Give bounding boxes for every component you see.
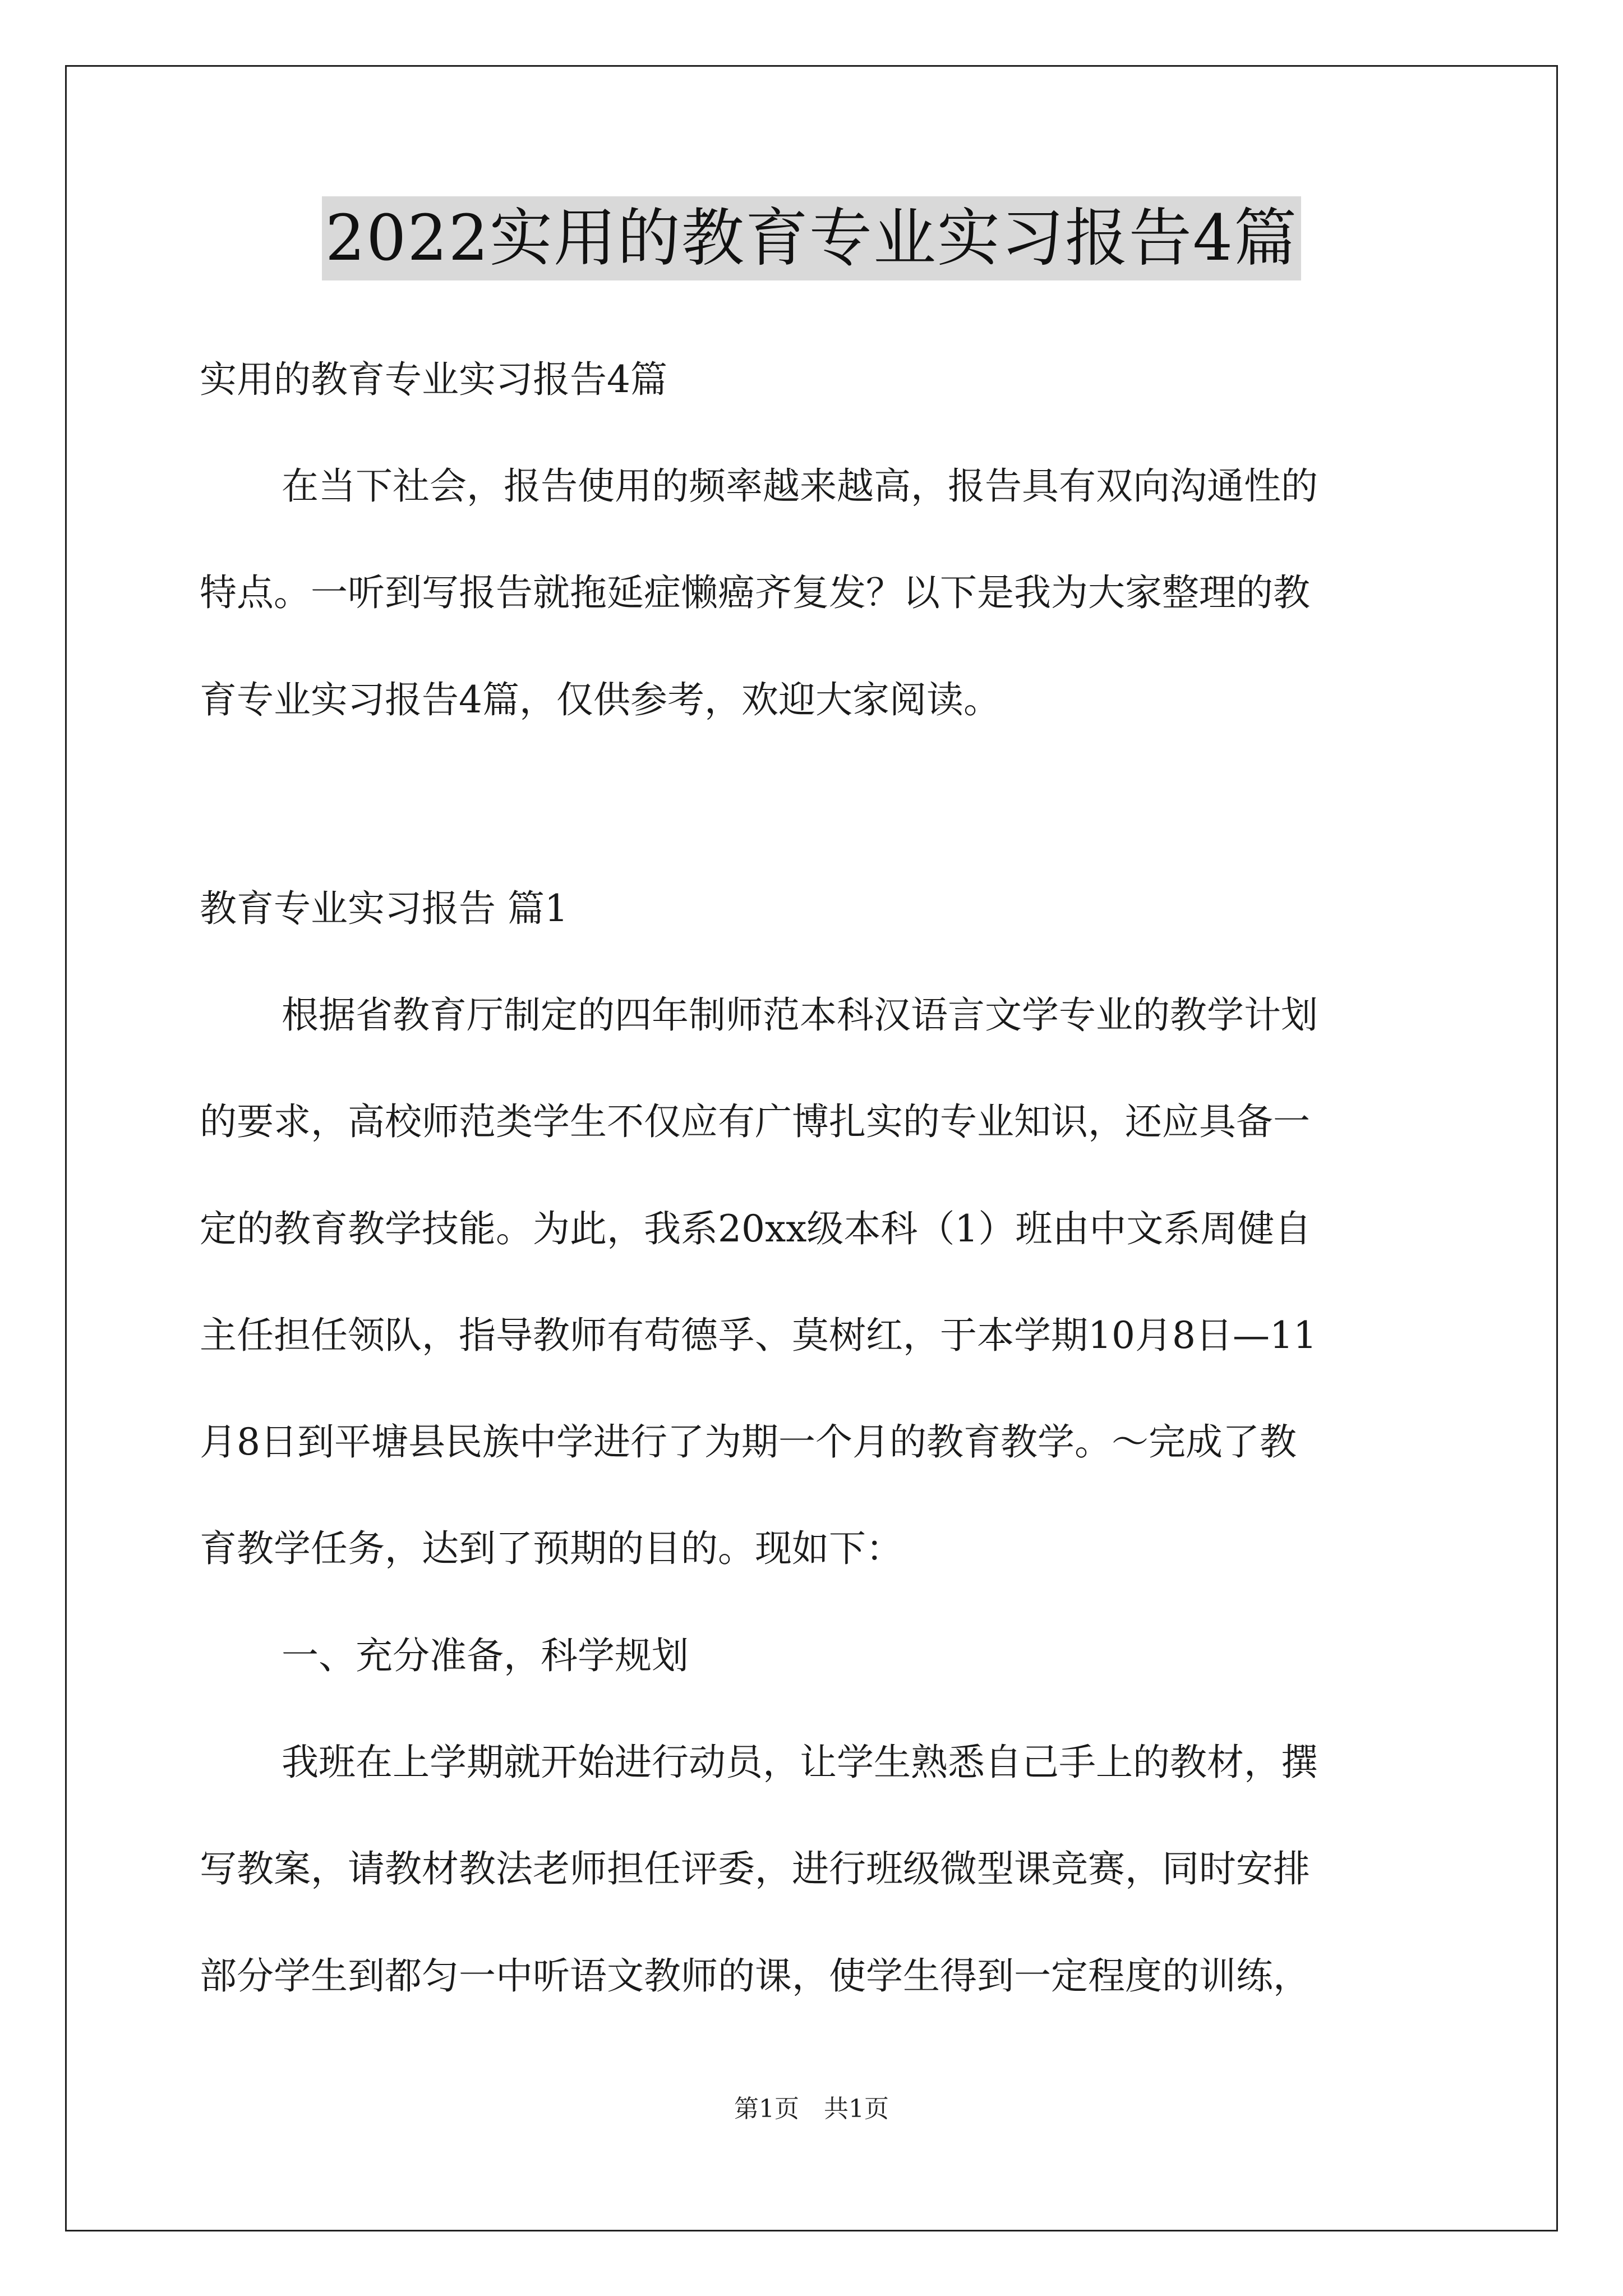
body-paragraph-line: 的要求，高校师范类学生不仅应有广博扎实的专业知识，还应具备一 <box>200 1100 1310 1143</box>
page-footer: 第1页 共1页 <box>734 2095 889 2123</box>
subsection-heading: 一、充分准备，科学规划 <box>282 1634 689 1677</box>
document-title: 2022实用的教育专业实习报告4篇 <box>322 196 1301 280</box>
body-paragraph-line: 写教案，请教材教法老师担任评委，进行班级微型课竞赛，同时安排 <box>200 1847 1310 1890</box>
body-paragraph-line: 主任担任领队，指导教师有苟德孚、莫树红，于本学期10月8日—11 <box>200 1314 1317 1357</box>
intro-paragraph-line: 在当下社会，报告使用的频率越来越高，报告具有双向沟通性的 <box>282 464 1318 508</box>
subtitle-line: 实用的教育专业实习报告4篇 <box>200 358 667 401</box>
body-paragraph-line: 部分学生到都匀一中听语文教师的课，使学生得到一定程度的训练， <box>200 1954 1310 1998</box>
title-container <box>0 196 1623 280</box>
section-heading: 教育专业实习报告 篇1 <box>200 887 568 930</box>
body-paragraph-line: 育教学任务，达到了预期的目的。现如下： <box>200 1527 903 1570</box>
intro-paragraph-line: 特点。一听到写报告就拖延症懒癌齐复发？以下是我为大家整理的教 <box>200 571 1310 614</box>
body-paragraph-line: 定的教育教学技能。为此，我系20xx级本科（1）班由中文系周健自 <box>200 1207 1312 1250</box>
body-paragraph-line: 月8日到平塘县民族中学进行了为期一个月的教育教学。～完成了教 <box>200 1420 1297 1464</box>
body-paragraph-line: 我班在上学期就开始进行动员，让学生熟悉自己手上的教材，撰 <box>282 1741 1318 1784</box>
intro-paragraph-line: 育专业实习报告4篇，仅供参考，欢迎大家阅读。 <box>200 678 1000 721</box>
body-paragraph-line: 根据省教育厅制定的四年制师范本科汉语言文学专业的教学计划 <box>282 993 1318 1037</box>
